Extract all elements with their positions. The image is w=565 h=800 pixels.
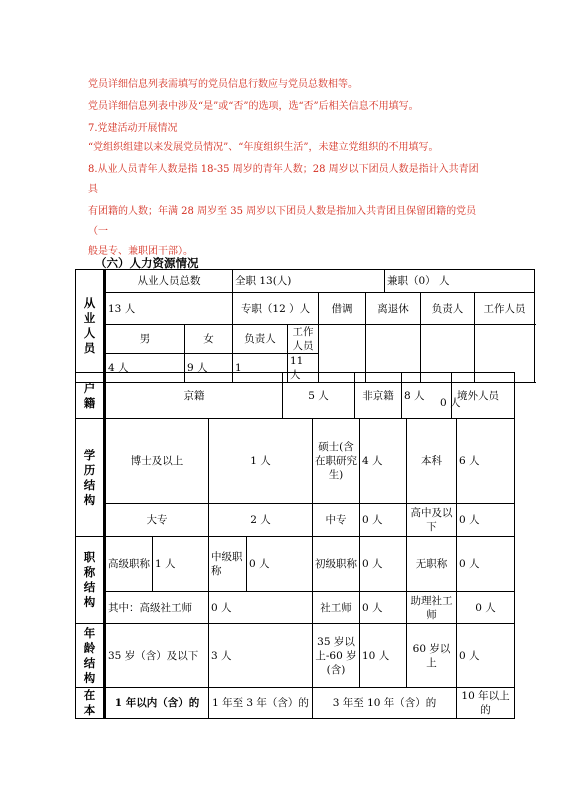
note-line-7: 有团籍的人数；年满 28 周岁至 35 周岁以下团员人数是指加入共青团且保留团籍的党员 <box>88 206 477 217</box>
under35-value: 3 人 <box>209 624 313 688</box>
phd-value: 1 人 <box>209 419 313 504</box>
junior-value: 0 人 <box>360 537 407 592</box>
note-line-5: 8.从业人员青年人数是指 18-35 周岁的青年人数；28 周岁以下团员人数是指计入共青团 <box>88 164 479 175</box>
section-title: （六）人力资源情况 <box>95 256 199 270</box>
hr-table-titles <box>75 536 515 624</box>
note-line-1: 党员详细信息列表需填写的党员信息行数应与党员总数相等。 <box>88 79 358 90</box>
mid-value: 10 人 <box>360 624 407 688</box>
bachelor-label: 本科 <box>407 419 457 504</box>
vocational-value: 0 人 <box>360 504 407 537</box>
master-value: 4 人 <box>360 419 407 504</box>
bachelor-value: 6 人 <box>457 419 515 504</box>
hr-table-tenure <box>75 687 515 719</box>
titles-group-label: 职称结构 <box>76 537 105 624</box>
note-line-2: 党员详细信息列表中涉及“是”或“否”的选项，选“否”后相关信息不用填写。 <box>88 101 419 112</box>
over60-label: 60 岁以上 <box>407 624 457 688</box>
fulltime-label: 全职 13(人) <box>233 270 385 293</box>
senior-label: 高级职称 <box>105 537 153 592</box>
senior-value: 1 人 <box>153 537 209 592</box>
female-label: 女 <box>185 325 233 354</box>
tenure-1: 1 年以内（含）的 <box>105 688 209 719</box>
note-line-4: “党组织组建以来发展党员情况”、“年度组织生活”，未建立党组织的不用填写。 <box>88 142 439 153</box>
overseas-value: 0 人 <box>440 397 461 409</box>
beijing-label: 京籍 <box>105 373 283 419</box>
tenure-group-label: 在本 <box>76 688 105 719</box>
employees-group-label: 从业人员 <box>76 270 105 383</box>
education-group-label: 学历结构 <box>76 419 105 537</box>
mid-label: 35 岁以上-60 岁(含) <box>313 624 360 688</box>
asst-sw-value: 0 人 <box>457 592 515 624</box>
male-label: 男 <box>105 325 185 354</box>
college-value: 2 人 <box>209 504 313 537</box>
master-label: 硕士(含在职研究生) <box>313 419 360 504</box>
hr-table-age <box>75 623 515 688</box>
vocational-label: 中专 <box>313 504 360 537</box>
hr-table-edu <box>75 418 515 537</box>
sw-value: 0 人 <box>360 592 407 624</box>
total-label: 从业人员总数 <box>105 270 233 293</box>
none-label: 无职称 <box>407 537 457 592</box>
regular-label: 专职（12 ）人 <box>233 293 319 325</box>
staff-label: 工作人员 <box>475 293 535 325</box>
middle-label: 中级职称 <box>209 537 247 592</box>
female-value: 9 人 <box>185 354 233 383</box>
tenure-2: 1 年至 3 年（含）的 <box>209 688 313 719</box>
sub-staff-label: 工作人员 <box>288 325 319 354</box>
highschool-value: 0 人 <box>457 504 515 537</box>
hukou-group-label: 户籍 <box>76 373 105 419</box>
college-label: 大专 <box>105 504 209 537</box>
asst-sw-label: 助理社工师 <box>407 592 457 624</box>
male-value: 4 人 <box>105 354 185 383</box>
tenure-4: 10 年以上的 <box>457 688 515 719</box>
note-line-9: 般是专、兼职团干部）。 <box>88 246 193 257</box>
none-value: 0 人 <box>457 537 515 592</box>
head-label: 负责人 <box>421 293 475 325</box>
beijing-value: 5 人 <box>283 373 355 419</box>
nonbeijing-value: 8 人 <box>402 373 452 419</box>
junior-label: 初级职称 <box>313 537 360 592</box>
note-line-3: 7.党建活动开展情况 <box>88 123 178 134</box>
over60-value: 0 人 <box>457 624 515 688</box>
note-line-8: （一 <box>88 226 108 237</box>
nonbeijing-label: 非京籍 <box>355 373 402 419</box>
highschool-label: 高中及以下 <box>407 504 457 537</box>
total-value: 13 人 <box>105 293 233 325</box>
sub-staff-value: 11 人 <box>288 354 319 383</box>
sub-head-label: 负责人 <box>233 325 288 354</box>
senior-sw-value: 0 人 <box>209 592 313 624</box>
phd-label: 博士及以上 <box>105 419 209 504</box>
retired-label: 离退休 <box>366 293 421 325</box>
sub-head-value: 1 <box>233 354 288 383</box>
seconded-label: 借调 <box>319 293 366 325</box>
overseas-label: 境外人员 <box>452 373 515 419</box>
senior-sw-label: 其中：高级社工师 <box>105 592 209 624</box>
tenure-3: 3 年至 10 年（含）的 <box>313 688 457 719</box>
age-group-label: 年龄结构 <box>76 624 105 688</box>
under35-label: 35 岁（含）及以下 <box>105 624 209 688</box>
sw-label: 社工师 <box>313 592 360 624</box>
parttime-label: 兼职（0） 人 <box>385 270 535 293</box>
note-line-6: 具 <box>88 184 98 195</box>
middle-value: 0 人 <box>247 537 313 592</box>
hr-table <box>75 269 535 383</box>
